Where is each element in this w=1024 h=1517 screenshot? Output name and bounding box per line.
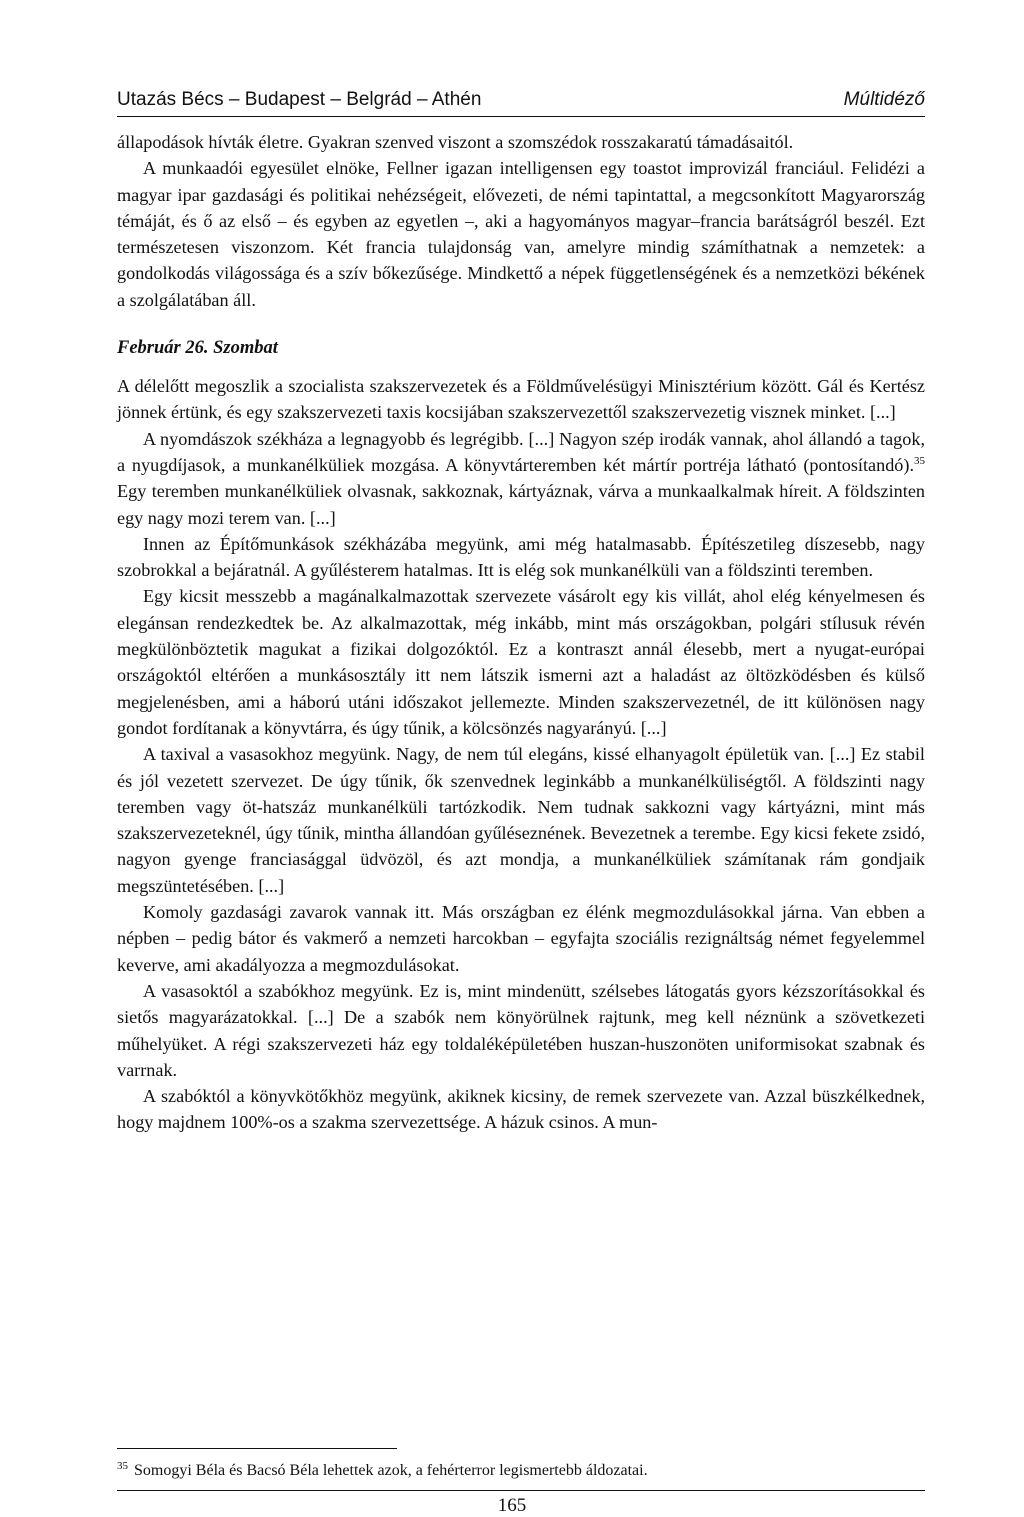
paragraph: Innen az Építőmunkások székházába megyünk, ami még hatalmasabb. Építészetileg díszesebb, nagy szobrokkal a bejáratnál. A gyűlésterem hatalmas. Itt is elég sok munkanélküli van a földszinti teremben. [117,533,925,581]
running-header [117,88,925,117]
paragraph-text: A munkaadói egyesület elnöke, Fellner igazan intelligensen egy toastot improvizál franciául. Felidézi a magyar ipar gazdasági és politikai nehézségeit, elővezeti, de némi tapintattal, a megcsonkított Magyarország témáját, és ő az első – és egyben az egyetlen –, aki a hagyományos magyar–francia barátságról beszél. Ezt természetesen viszonzom. Két francia tulajdonság van, amelyre mindig számíthatnak a nemzetek: a gondolkodás világossága és a szív bőkezűsége. Mindkettő a népek függetlenségének és a nemzetközi békének a szolgálatában áll. [117,158,925,310]
paragraph: A vasasoktól a szabókhoz megyünk. Ez is, mint mindenütt, szélsebes látogatás gyors kézszorításokkal és sietős magyarázatokkal. [...] De a szabók nem könyörülnek rajtunk, meg kell néznünk a szövetkezeti műhelyüket. A régi szakszervezeti ház egy toldaléképületében huszan-huszonöten uniformisokat szabnak és varrnak. [117,980,925,1080]
paragraph [117,155,925,313]
footnote-reference[interactable]: 35 [914,454,925,467]
page-number: 165 [497,1495,527,1516]
paragraph: A szabóktól a könyvkötőkhöz megyünk, akiknek kicsiny, de remek szervezete van. Azzal büszkélkednek, hogy majdnem 100%-os a szakma szervezettsége. A házuk csinos. A mun- [117,1086,925,1133]
bottom-rule [117,1490,925,1491]
footnote-text: Somogyi Béla és Bacsó Béla lehettek azok, a fehérterror legismertebb áldozatai. [134,1462,648,1479]
paragraph: Egy kicsit messzebb a magánalkalmazottak szervezete vásárolt egy kis villát, ahol elég kényelmesen és elegánsan rendezkedtek be. Az alkalmazottak, még inkább, mint más országokban, polgári stílusuk révén megkülönböztetik magukat a fizikai dolgozóktól. Ez a kontraszt annál élesebb, mert a nyugat-európai országoktól eltérően a munkásosztály itt nem látszik ismerni azt a haladást az öltözködésben és külső megjelenésben, ami a háború utáni időszakot jellemezte. Minden szakszervezetnél, de itt különösen nagy gondot fordítanak a könyvtárra, és úgy tűnik, a kölcsönzés nagyarányú. [...] [117,586,925,738]
paragraph-text: Egy teremben munkanélküliek olvasnak, sakkoznak, kártyáznak, várva a munkaalkalmak híreit. A földszinten egy nagy mozi terem van. [...] [117,481,925,528]
paragraph: A taxival a vasasokhoz megyünk. Nagy, de nem túl elegáns, kissé elhanyagolt épületük van. [...] Ez stabil és jól vezetett szervezet. De úgy tűnik, ők szenvednek leginkább a munkanélküliségtől. A földszinti nagy teremben vagy öt-hatszáz munkanélküli tartózkodik. Nem tudnak sakkozni vagy kártyázni, mint más szakszervezeteknél, úgy tűnik, mintha állandóan gyűléseznének. Bevezetnek a terembe. Egy kicsi fekete zsidó, nagyon gyenge franciasággal üdvözöl, és azt mondja, a munkanélküliek számítanak rám gondjaik megszüntetésében. [...] [117,744,925,896]
paragraph-text: A nyomdászok székháza a legnagyobb és legrégibb. [...] Nagyon szép irodák vannak, ahol állandó a tagok, a nyugdíjasok, a munkanélküliek mozgása. A könyvtárteremben két mártír portréja látható (pontosítandó). [117,428,925,475]
section-heading: Február 26. Szombat [117,338,278,359]
footnote-number: 35 [117,1459,128,1472]
body-text [117,129,925,1136]
book-page [117,88,925,1136]
paragraph: Komoly gazdasági zavarok vannak itt. Más országban ez élénk megmozdulásokkal járna. Van ebben a népben – pedig bátor és vakmerő a nemzeti harcokban – egyfajta szociális rezignáltság német fegyelemmel keverve, ami akadályozza a megmozdulásokat. [117,902,925,975]
paragraph: A délelőtt megoszlik a szocialista szakszervezetek és a Földművelésügyi Minisztérium között. Gál és Kertész jönnek értünk, és egy szakszervezeti taxis kocsijában szakszervezettől szakszervezetig visznek minket. [...] [117,376,925,423]
paragraph: állapodások hívták életre. Gyakran szenved viszont a szomszédok rosszakaratú támadásaitól. [117,132,794,152]
header-title: Utazás Bécs – Budapest – Belgrád – Athén [117,89,482,110]
header-series: Múltidéző [843,89,925,110]
paragraph [117,426,925,531]
footnote [117,1460,925,1482]
footnote-separator [117,1448,397,1449]
